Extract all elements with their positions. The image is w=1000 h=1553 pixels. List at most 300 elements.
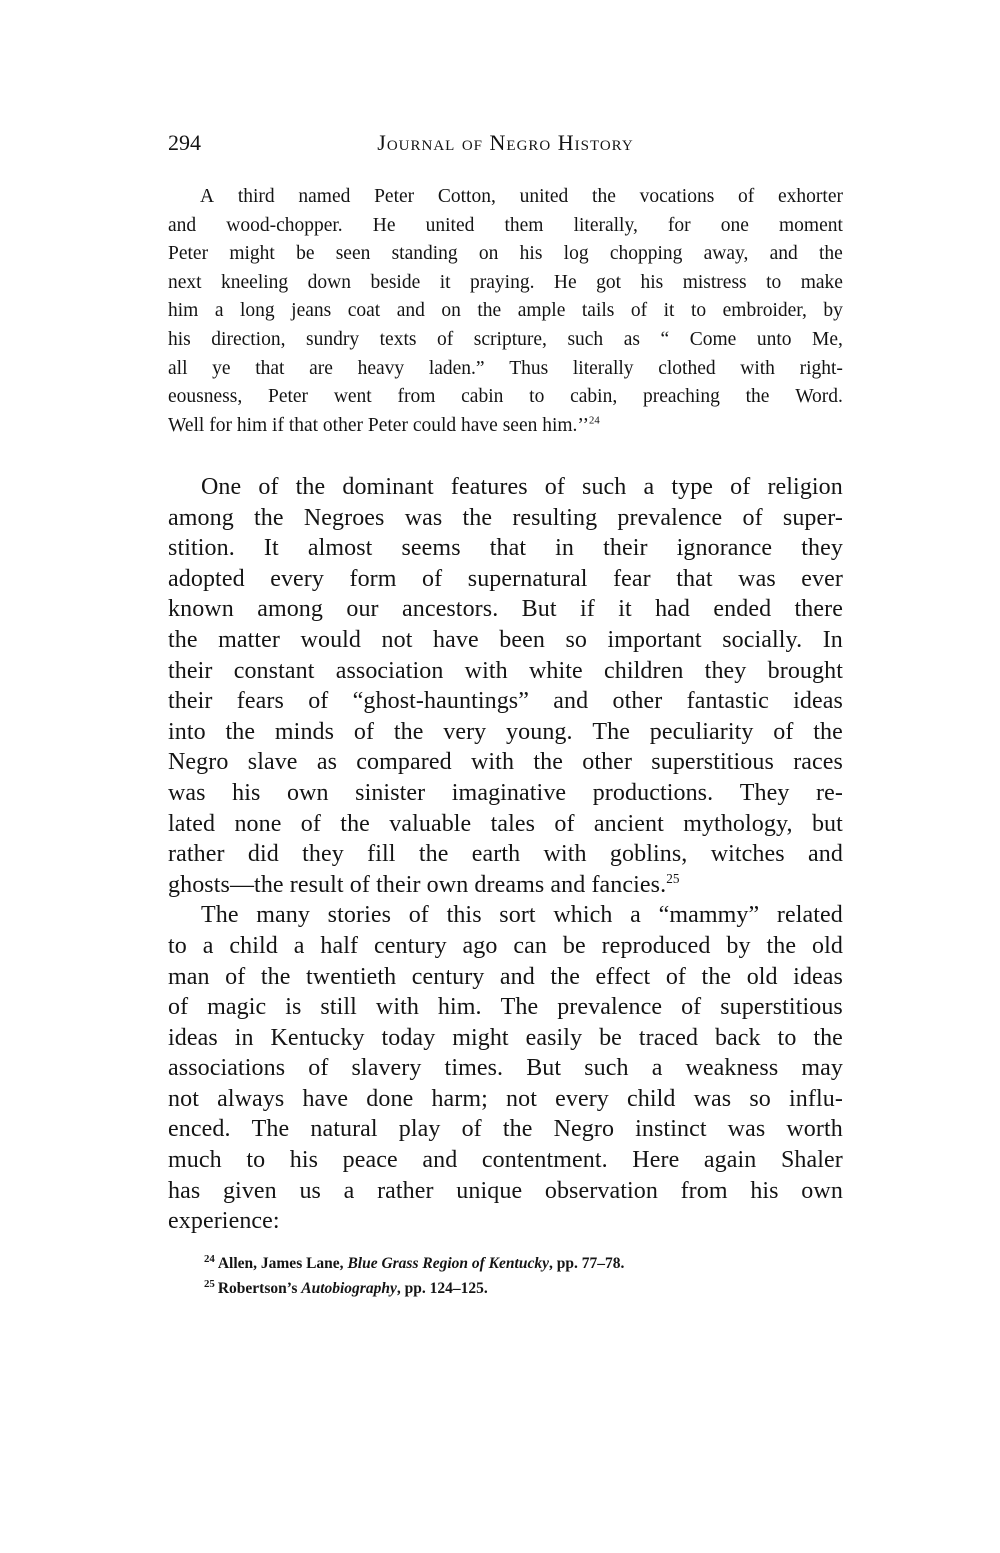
word: The <box>251 1116 290 1143</box>
word: witches <box>710 841 785 868</box>
word: such <box>582 474 627 500</box>
word: been <box>499 626 545 653</box>
word: observation <box>544 1177 658 1204</box>
word: old <box>746 963 778 990</box>
word: so <box>565 626 587 653</box>
word: child <box>627 1085 676 1112</box>
text-line <box>168 183 843 212</box>
word: again <box>703 1147 757 1174</box>
footnote-24 <box>168 1251 843 1276</box>
word: with <box>464 657 508 684</box>
word: not <box>168 1085 199 1112</box>
word: of <box>665 963 687 990</box>
word: tails <box>581 300 615 322</box>
word: literally <box>572 357 634 379</box>
word: third <box>237 186 275 207</box>
word: they <box>704 657 747 684</box>
word: of <box>308 688 329 715</box>
word: Word. <box>795 386 843 408</box>
word: Here <box>632 1147 680 1174</box>
word: Thus <box>509 357 549 379</box>
word: from <box>680 1177 728 1204</box>
text-line-with-footnote <box>168 870 843 901</box>
word: The <box>592 718 631 745</box>
word: almost <box>307 535 373 562</box>
text-line <box>168 383 843 412</box>
word: named <box>298 186 351 207</box>
word: influ- <box>789 1085 843 1112</box>
word: wood-chopper. <box>226 214 343 236</box>
word: But <box>526 1055 562 1082</box>
text-line <box>168 900 843 931</box>
word: But <box>521 596 557 623</box>
word: long <box>240 300 275 322</box>
text-line <box>168 326 843 355</box>
text-line <box>168 625 843 656</box>
word: his <box>519 243 543 265</box>
word: of <box>225 963 246 990</box>
word: times. <box>444 1055 504 1082</box>
word: century <box>411 963 485 990</box>
word: He <box>553 271 577 293</box>
word: the <box>766 932 797 959</box>
word: fears <box>236 688 284 715</box>
word: the <box>745 386 770 408</box>
text-line <box>168 992 843 1023</box>
word: with <box>740 357 775 379</box>
word: association <box>335 657 444 684</box>
word: was <box>738 565 776 592</box>
word: much <box>168 1147 222 1174</box>
running-head <box>168 130 843 160</box>
word: of <box>408 902 429 929</box>
word: his <box>750 1177 779 1204</box>
word: the <box>393 718 424 745</box>
word: to <box>777 1024 797 1051</box>
word: them <box>504 214 544 236</box>
word: slavery <box>351 1055 422 1082</box>
text-line <box>168 809 843 840</box>
word: but <box>811 810 843 837</box>
word: was <box>693 1085 732 1112</box>
word: are <box>309 357 333 379</box>
word: him <box>168 300 199 322</box>
word: a <box>202 932 214 959</box>
word: it <box>618 596 632 623</box>
word: their <box>603 535 648 562</box>
word: a <box>214 300 224 322</box>
word: in <box>234 1024 254 1051</box>
word: They <box>739 779 790 806</box>
word: Negroes <box>303 504 385 531</box>
word: every <box>555 1085 609 1112</box>
word: may <box>801 1055 843 1082</box>
word: vocations <box>639 186 715 207</box>
footnote-title: Blue Grass Region of Kentucky <box>347 1255 549 1272</box>
word: him. <box>437 994 482 1021</box>
word: always <box>217 1085 285 1112</box>
word: stition. <box>168 535 235 562</box>
word: and <box>553 688 589 715</box>
word: ago <box>462 932 498 959</box>
word: the <box>502 1116 533 1143</box>
word: this <box>446 902 482 929</box>
word: which <box>553 902 613 929</box>
text-line <box>168 717 843 748</box>
word: and <box>422 1147 458 1174</box>
word: productions. <box>592 779 714 806</box>
text-line <box>168 472 843 503</box>
word: half <box>320 932 359 959</box>
word: goblins, <box>609 841 688 868</box>
word: stories <box>327 902 392 929</box>
word: clothed <box>658 357 716 379</box>
word: all <box>168 357 188 379</box>
word: One <box>201 474 242 500</box>
text-line <box>168 533 843 564</box>
word: standing <box>391 243 458 265</box>
word: compared <box>356 749 452 776</box>
word: scripture, <box>473 328 547 350</box>
word: supernatural <box>467 565 588 592</box>
word: his <box>640 271 664 293</box>
word: among <box>257 596 324 623</box>
word: fear <box>613 565 651 592</box>
word: with <box>470 749 515 776</box>
word: magic <box>207 994 267 1021</box>
word: In <box>822 626 843 653</box>
word: went <box>333 386 372 408</box>
word: white <box>528 657 583 684</box>
word: socially. <box>722 626 803 653</box>
word: united <box>425 214 475 236</box>
word: none <box>234 810 282 837</box>
word: and <box>499 963 535 990</box>
text-line <box>168 355 843 384</box>
text-line <box>168 1176 843 1207</box>
word: to <box>246 1147 266 1174</box>
word: of <box>422 565 443 592</box>
word: form <box>349 565 397 592</box>
word: back <box>714 1024 761 1051</box>
word: century <box>374 932 447 959</box>
word: to <box>529 386 545 408</box>
footnote-pages: , pp. 77–78. <box>548 1255 625 1272</box>
word: type <box>671 474 714 500</box>
word: preaching <box>642 386 720 408</box>
word: resulting <box>512 504 598 531</box>
word: It <box>263 535 279 562</box>
footnote-ref-25[interactable]: 25 <box>666 870 680 886</box>
word: was <box>727 1116 766 1143</box>
word: unto <box>756 328 792 350</box>
word: Come <box>689 328 737 350</box>
word: eousness, <box>168 386 243 408</box>
word: tales <box>490 810 536 837</box>
word: ancestors. <box>402 596 499 623</box>
word: next <box>168 271 202 293</box>
word: on <box>478 243 499 265</box>
word: races <box>793 749 843 776</box>
quote-paragraph <box>168 183 843 440</box>
word: praying. <box>470 271 535 293</box>
text-line <box>168 778 843 809</box>
word: that <box>676 565 713 592</box>
word: the <box>462 504 493 531</box>
word: has <box>168 1177 201 1204</box>
text-line <box>168 594 843 625</box>
word: be <box>599 1024 622 1051</box>
word: Peter <box>168 243 209 265</box>
word: play <box>398 1116 441 1143</box>
text-line <box>168 240 843 269</box>
word: it <box>663 300 675 322</box>
word: heavy <box>357 357 405 379</box>
word: that <box>255 357 285 379</box>
footnote-ref-24[interactable]: 24 <box>588 414 600 427</box>
text-line: Well for him if that other Peter could have seen him.’’ <box>168 414 589 436</box>
word: is <box>285 994 302 1021</box>
word: easily <box>525 1024 583 1051</box>
word: unique <box>456 1177 523 1204</box>
word: ideas <box>793 963 843 990</box>
word: the <box>701 963 732 990</box>
word: the <box>819 243 843 265</box>
word: to <box>766 271 782 293</box>
word: of <box>773 718 794 745</box>
word: superstitious <box>651 749 774 776</box>
word: among <box>168 504 234 531</box>
word: a <box>651 1055 663 1082</box>
text-line <box>168 564 843 595</box>
word: ideas <box>793 688 843 715</box>
text-line <box>168 269 843 298</box>
word: earth <box>471 841 521 868</box>
word: moment <box>779 214 843 236</box>
word: jeans <box>291 300 332 322</box>
word: to <box>690 300 707 322</box>
word: other <box>612 688 663 715</box>
word: the <box>592 186 616 207</box>
word: chopping <box>609 243 683 265</box>
word: one <box>720 214 749 236</box>
word: united <box>519 186 569 207</box>
text-line <box>168 212 843 241</box>
word: ignorance <box>676 535 773 562</box>
word: us <box>299 1177 321 1204</box>
word: lated <box>168 810 216 837</box>
word: his <box>232 779 261 806</box>
word: every <box>270 565 324 592</box>
word: with <box>543 841 587 868</box>
word: twentieth <box>306 963 397 990</box>
word: his <box>168 328 191 350</box>
word: of <box>730 474 751 500</box>
word: the <box>260 963 291 990</box>
word: the <box>533 749 563 776</box>
word: beside <box>370 271 421 293</box>
word: of <box>630 300 648 322</box>
word: the <box>550 963 581 990</box>
footnote-pages: , pp. 124–125. <box>396 1280 488 1297</box>
word: own <box>286 779 329 806</box>
word: in <box>555 535 575 562</box>
word: own <box>801 1177 843 1204</box>
word: such <box>567 328 604 350</box>
footnote-title: Autobiography <box>301 1280 397 1297</box>
word: not <box>506 1085 537 1112</box>
word: Me, <box>812 328 843 350</box>
word: contentment. <box>481 1147 608 1174</box>
word: a <box>343 1177 355 1204</box>
word: slave <box>247 749 298 776</box>
text-line <box>168 962 843 993</box>
word: ye <box>212 357 231 379</box>
word: their <box>168 657 213 684</box>
footnote-author: Robertson’s <box>217 1280 302 1297</box>
word: down <box>307 271 351 293</box>
word: weakness <box>685 1055 779 1082</box>
word: and <box>769 243 798 265</box>
word: peace <box>342 1147 398 1174</box>
word: “ <box>660 328 670 350</box>
word: given <box>222 1177 277 1204</box>
word: very <box>443 718 487 745</box>
word: minds <box>274 718 335 745</box>
text-line <box>168 1023 843 1054</box>
word: of <box>554 810 575 837</box>
word: other <box>582 749 633 776</box>
word: would <box>300 626 362 653</box>
word: so <box>749 1085 771 1112</box>
text-line <box>168 1114 843 1145</box>
word: Peter <box>267 386 309 408</box>
footnote-25 <box>168 1276 843 1301</box>
word: of <box>353 718 375 745</box>
word: literally, <box>573 214 638 236</box>
text-line: experience: <box>168 1208 280 1235</box>
word: there <box>794 596 843 623</box>
word: of <box>544 474 565 500</box>
word: of <box>461 1116 482 1143</box>
word: features <box>450 474 528 500</box>
word: into <box>168 718 206 745</box>
word: and <box>168 214 197 236</box>
block-quote <box>168 183 843 440</box>
word: harm; <box>431 1085 488 1112</box>
word: kneeling <box>221 271 289 293</box>
word: mythology, <box>683 810 793 837</box>
word: the <box>295 474 326 500</box>
word: done <box>366 1085 414 1112</box>
word: Shaler <box>780 1147 843 1174</box>
word: exhorter <box>778 186 843 207</box>
text-line <box>168 686 843 717</box>
word: peculiarity <box>649 718 754 745</box>
text-line <box>168 503 843 534</box>
word: fantastic <box>686 688 769 715</box>
word: reproduced <box>601 932 711 959</box>
word: imaginative <box>451 779 567 806</box>
word: man <box>168 963 210 990</box>
word: Negro <box>168 749 229 776</box>
word: known <box>168 596 234 623</box>
word: of <box>742 504 763 531</box>
word: the <box>254 504 284 531</box>
word: with <box>375 994 419 1021</box>
footnote-number: 25 <box>204 1277 215 1290</box>
word: adopted <box>168 565 245 592</box>
word: they <box>801 535 843 562</box>
word: was <box>168 779 206 806</box>
word: He <box>372 214 396 236</box>
word: a <box>643 474 655 500</box>
word: of <box>258 474 279 500</box>
word: have <box>433 626 479 653</box>
word: superstitious <box>720 994 843 1021</box>
word: embroider, <box>722 300 807 322</box>
word: dominant <box>342 474 434 500</box>
word: ended <box>713 596 772 623</box>
word: was <box>404 504 443 531</box>
word: valuable <box>389 810 472 837</box>
word: of <box>300 810 321 837</box>
word: “mammy” <box>658 902 760 929</box>
word: ideas <box>168 1024 218 1051</box>
word: traced <box>638 1024 699 1051</box>
text-line <box>168 656 843 687</box>
word: cabin <box>461 386 504 408</box>
word: coat <box>347 300 381 322</box>
word: if <box>579 596 595 623</box>
word: a <box>293 932 305 959</box>
text-line <box>168 297 843 326</box>
word: they <box>302 841 344 868</box>
word: The <box>201 902 239 929</box>
word: A <box>200 186 215 207</box>
word: texts <box>379 328 417 350</box>
word: of <box>308 1055 329 1082</box>
text-line: ghosts—the result of their own dreams and fancies. <box>168 871 667 898</box>
word: seems <box>401 535 461 562</box>
word: had <box>655 596 691 623</box>
word: effect <box>595 963 651 990</box>
word: Negro <box>553 1116 615 1143</box>
page-number: 294 <box>168 130 201 155</box>
word: seen <box>335 243 371 265</box>
word: religion <box>767 474 843 500</box>
body-text <box>168 472 843 1237</box>
word: associations <box>168 1055 286 1082</box>
word: brought <box>767 657 843 684</box>
word: make <box>800 271 843 293</box>
word: of <box>681 994 702 1021</box>
word: be <box>562 932 586 959</box>
word: rather <box>168 841 225 868</box>
word: it <box>439 271 451 293</box>
word: Cotton, <box>437 186 496 207</box>
word: the <box>813 718 843 745</box>
word: can <box>513 932 547 959</box>
word: re- <box>815 779 843 806</box>
word: from <box>397 386 436 408</box>
journal-title: Journal of Negro History <box>377 130 634 155</box>
word: to <box>168 932 187 959</box>
word: young. <box>506 718 573 745</box>
word: sort <box>499 902 536 929</box>
word: be <box>296 243 315 265</box>
word: cabin, <box>570 386 618 408</box>
